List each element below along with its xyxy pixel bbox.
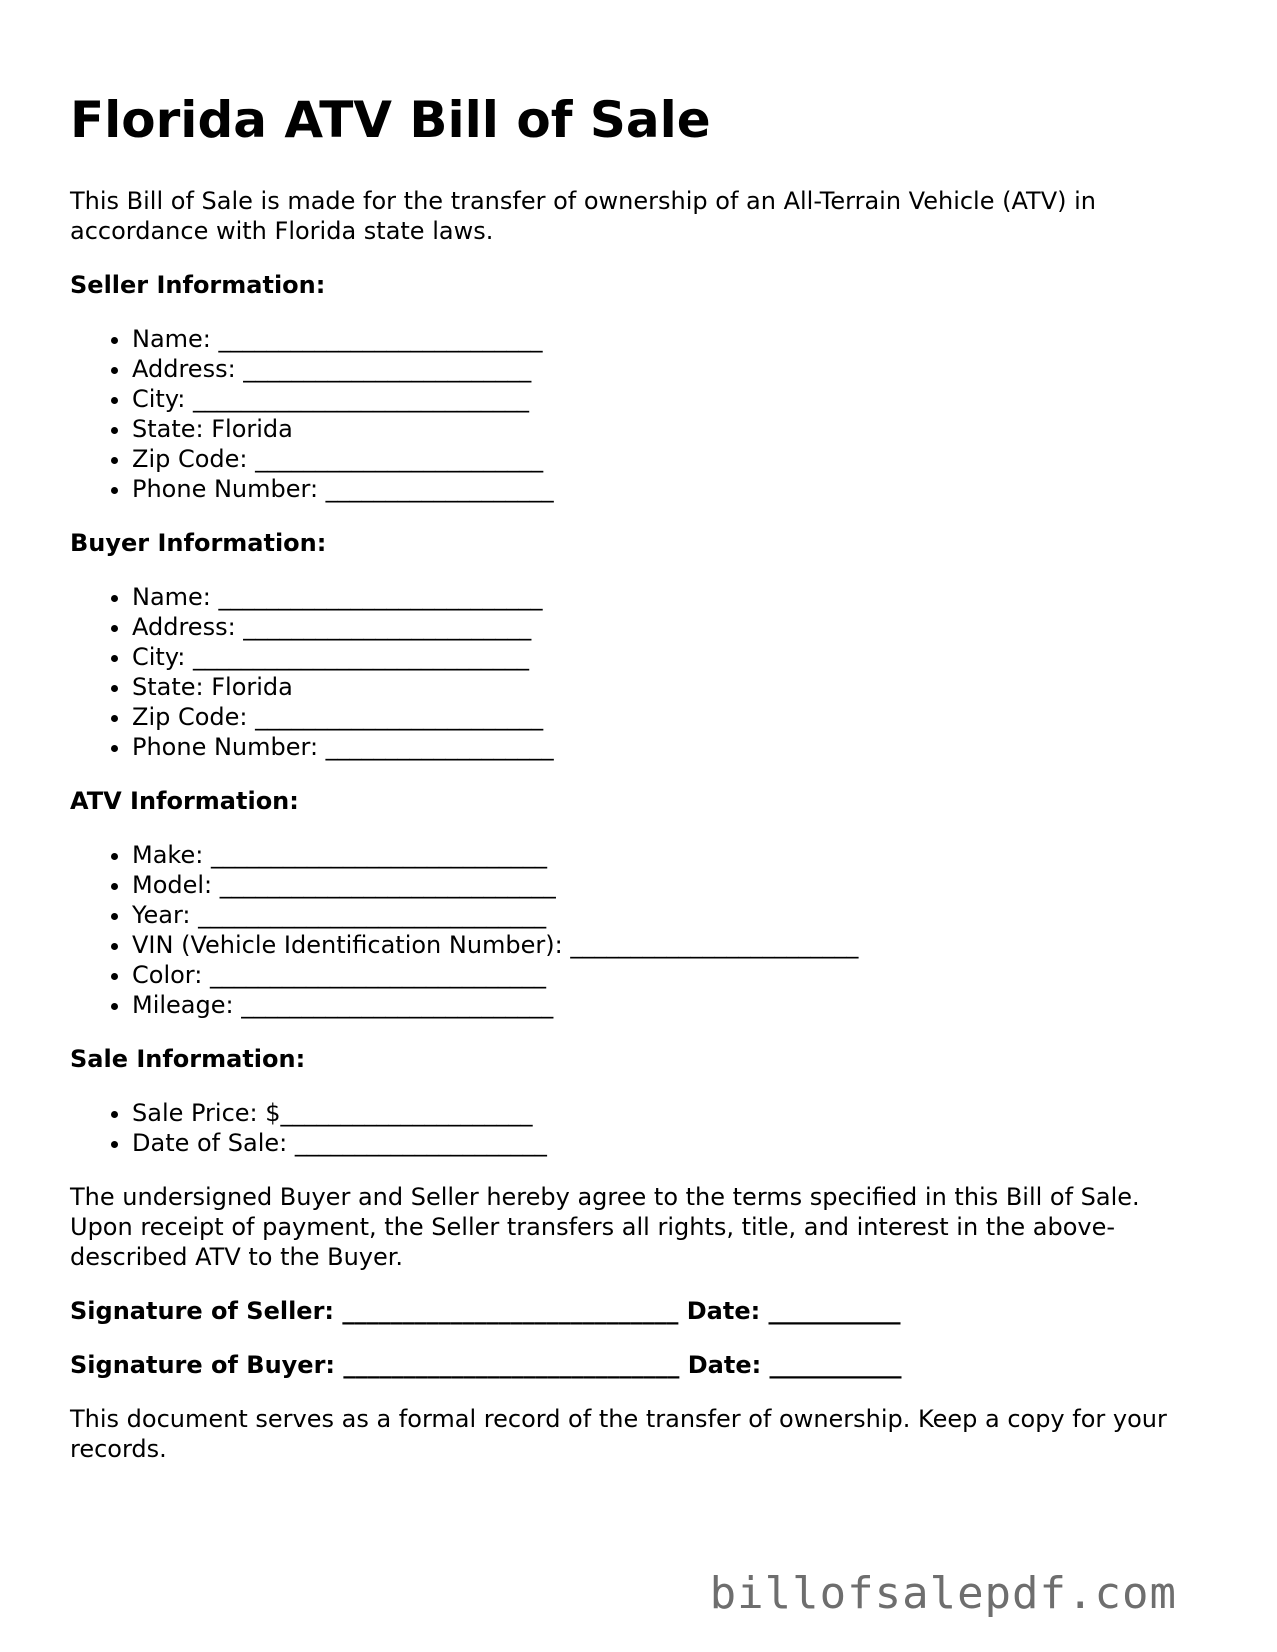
seller-address-field: • Address: ________________________: [132, 354, 1200, 384]
document-page: [70, 86, 1200, 1464]
intro-paragraph: This Bill of Sale is made for the transfer of ownership of an All-Terrain Vehicle (ATV) in accordance with Florida state laws.: [70, 187, 1096, 245]
atv-year-field: • Year: _____________________________: [132, 900, 1200, 930]
seller-city-field: • City: ____________________________: [132, 384, 1200, 414]
sale-price-field: • Sale Price: $_____________________: [132, 1098, 1200, 1128]
buyer-phone-field: • Phone Number: ___________________: [132, 732, 1200, 762]
buyer-city-field: • City: ____________________________: [132, 642, 1200, 672]
closing-paragraph: This document serves as a formal record of the transfer of ownership. Keep a copy for your records.: [70, 1405, 1167, 1463]
seller-zip-field: • Zip Code: ________________________: [132, 444, 1200, 474]
document-title: Florida ATV Bill of Sale: [70, 91, 711, 149]
sale-list: [70, 1098, 1200, 1158]
seller-phone-field: • Phone Number: ___________________: [132, 474, 1200, 504]
buyer-name-field: • Name: ___________________________: [132, 582, 1200, 612]
atv-vin-field: • VIN (Vehicle Identification Number): ________________________: [132, 930, 1200, 960]
buyer-heading: Buyer Information:: [70, 529, 327, 557]
seller-state-field: • State: Florida: [132, 414, 1200, 444]
seller-signature-line: Signature of Seller: ____________________________ Date: ___________: [70, 1297, 901, 1325]
atv-model-field: • Model: ____________________________: [132, 870, 1200, 900]
atv-color-field: • Color: ____________________________: [132, 960, 1200, 990]
atv-make-field: • Make: ____________________________: [132, 840, 1200, 870]
buyer-zip-field: • Zip Code: ________________________: [132, 702, 1200, 732]
seller-heading: Seller Information:: [70, 271, 326, 299]
buyer-state-field: • State: Florida: [132, 672, 1200, 702]
seller-list: [70, 324, 1200, 504]
sale-heading: Sale Information:: [70, 1045, 306, 1073]
agreement-paragraph: The undersigned Buyer and Seller hereby agree to the terms specified in this Bill of Sale. Upon receipt of payment, the Seller transfers all rights, title, and interest in the above-described ATV to the Buyer.: [70, 1183, 1140, 1271]
buyer-signature-line: Signature of Buyer: ____________________________ Date: ___________: [70, 1351, 902, 1379]
seller-name-field: • Name: ___________________________: [132, 324, 1200, 354]
atv-mileage-field: • Mileage: __________________________: [132, 990, 1200, 1020]
buyer-address-field: • Address: ________________________: [132, 612, 1200, 642]
atv-list: [70, 840, 1200, 1020]
atv-heading: ATV Information:: [70, 787, 299, 815]
watermark: billofsalepdf.com: [709, 1568, 1177, 1619]
sale-date-field: • Date of Sale: _____________________: [132, 1128, 1200, 1158]
buyer-list: [70, 582, 1200, 762]
